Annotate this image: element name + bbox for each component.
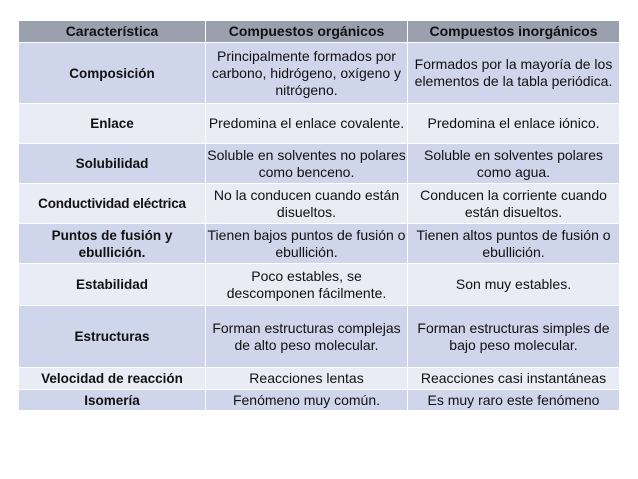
row-feature: Composición (19, 43, 206, 104)
row-inorganic: Tienen altos puntos de fusión o ebullición. (408, 224, 620, 264)
row-feature: Estabilidad (19, 264, 206, 306)
table-row (19, 390, 620, 411)
header-inorganic: Compuestos inorgánicos (408, 21, 620, 43)
table-row (19, 224, 620, 264)
header-organic: Compuestos orgánicos (206, 21, 408, 43)
row-organic: Soluble en solventes no polares como benceno. (206, 144, 408, 184)
table-row (19, 184, 620, 224)
row-organic: Forman estructuras complejas de alto peso molecular. (206, 306, 408, 368)
row-organic: Poco estables, se descomponen fácilmente. (206, 264, 408, 306)
row-inorganic: Soluble en solventes polares como agua. (408, 144, 620, 184)
table-row (19, 144, 620, 184)
header-row (19, 21, 620, 43)
row-feature: Velocidad de reacción (19, 368, 206, 390)
table-row (19, 368, 620, 390)
table-row (19, 306, 620, 368)
header-characteristic: Característica (19, 21, 206, 43)
row-organic: Tienen bajos puntos de fusión o ebullición. (206, 224, 408, 264)
row-feature: Enlace (19, 104, 206, 144)
row-feature: Estructuras (19, 306, 206, 368)
row-feature: Solubilidad (19, 144, 206, 184)
table-row (19, 264, 620, 306)
row-inorganic: Formados por la mayoría de los elementos de la tabla periódica. (408, 43, 620, 104)
row-organic: Predomina el enlace covalente. (206, 104, 408, 144)
row-inorganic: Es muy raro este fenómeno (408, 390, 620, 411)
row-organic: No la conducen cuando están disueltos. (206, 184, 408, 224)
row-feature: Conductividad eléctrica (19, 184, 206, 224)
table-row (19, 43, 620, 104)
table-row (19, 104, 620, 144)
comparison-table (18, 20, 620, 411)
row-feature: Isomería (19, 390, 206, 411)
row-organic: Fenómeno muy común. (206, 390, 408, 411)
row-inorganic: Son muy estables. (408, 264, 620, 306)
row-inorganic: Predomina el enlace iónico. (408, 104, 620, 144)
row-feature: Puntos de fusión y ebullición. (19, 224, 206, 264)
row-organic: Reacciones lentas (206, 368, 408, 390)
row-inorganic: Conducen la corriente cuando están disueltos. (408, 184, 620, 224)
row-organic: Principalmente formados por carbono, hidrógeno, oxígeno y nitrógeno. (206, 43, 408, 104)
row-inorganic: Forman estructuras simples de bajo peso molecular. (408, 306, 620, 368)
row-inorganic: Reacciones casi instantáneas (408, 368, 620, 390)
